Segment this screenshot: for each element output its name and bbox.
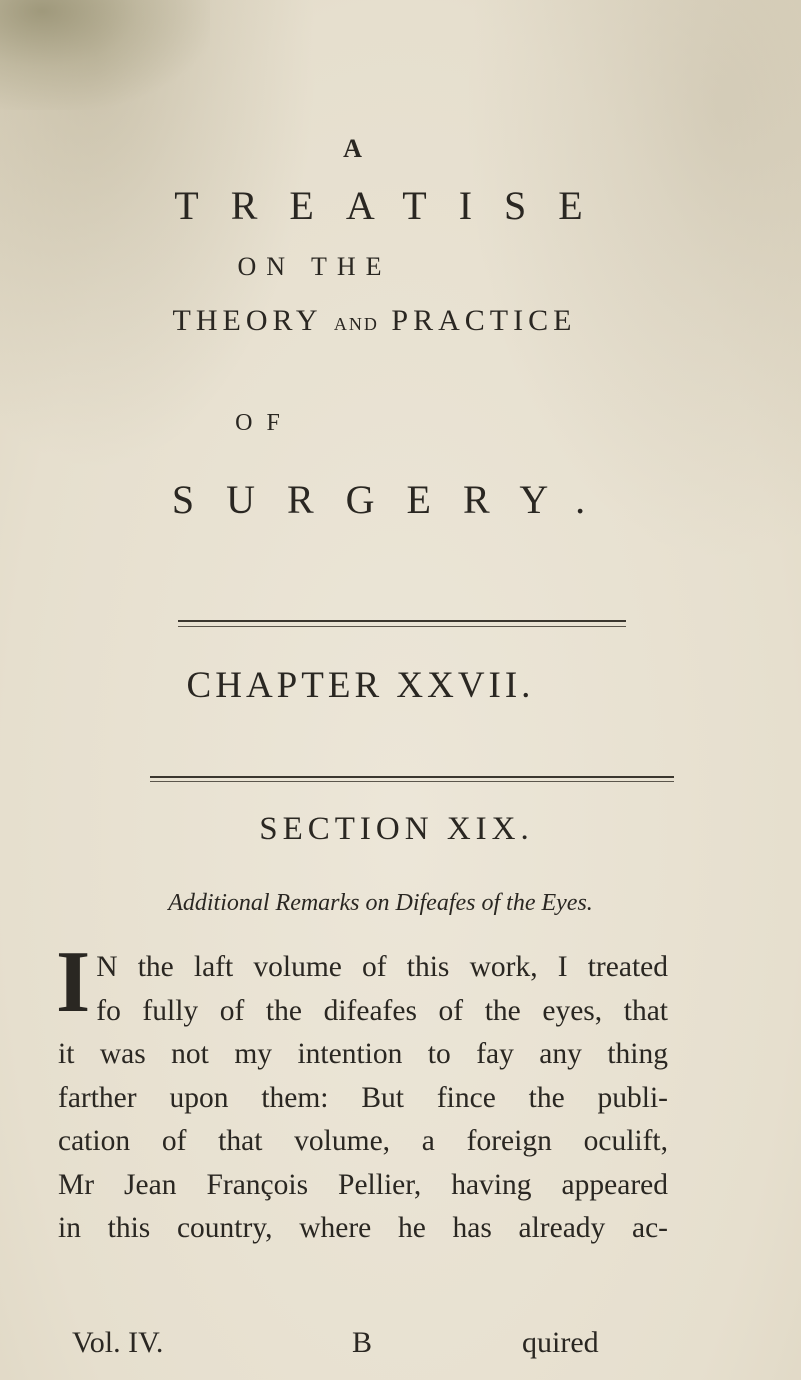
section-subtitle: Additional Remarks on Difeafes of the Eyes. bbox=[168, 890, 593, 916]
title-practice: PRACTICE bbox=[391, 304, 577, 337]
title-on-the: ON THE bbox=[237, 252, 392, 281]
double-rule-top bbox=[178, 620, 626, 622]
title-theory-and-practice bbox=[0, 304, 775, 338]
catchword: quired bbox=[522, 1326, 599, 1359]
body-line: Mr Jean François Pellier, having appeared bbox=[58, 1168, 668, 1201]
drop-cap: I bbox=[56, 934, 91, 1031]
section-heading: SECTION XIX. bbox=[259, 811, 534, 847]
title-and: AND bbox=[333, 314, 379, 334]
body-line: in this country, where he has already ac- bbox=[58, 1212, 668, 1244]
body-line: farther upon them: But fince the publi- bbox=[58, 1081, 668, 1114]
title-treatise: TREATISE bbox=[174, 183, 615, 228]
title-article: A bbox=[343, 134, 362, 163]
body-line: N the laft volume of this work, I treated bbox=[96, 951, 668, 983]
body-line: fo fully of the difeafes of the eyes, that bbox=[96, 994, 668, 1027]
body-line: it was not my intention to fay any thing bbox=[58, 1038, 668, 1070]
body-paragraph bbox=[56, 934, 668, 1251]
signature-mark: B bbox=[352, 1326, 373, 1359]
body-line: cation of that volume, a foreign oculift, bbox=[58, 1125, 668, 1157]
double-rule-bottom bbox=[150, 776, 674, 778]
volume-mark: Vol. IV. bbox=[72, 1326, 164, 1359]
double-rule-top-thin bbox=[178, 626, 626, 627]
double-rule-bottom-thin bbox=[150, 781, 674, 782]
title-surgery: SURGERY. bbox=[171, 477, 618, 522]
chapter-heading: CHAPTER XXVII. bbox=[186, 665, 535, 706]
title-of: OF bbox=[235, 410, 294, 436]
page-stain bbox=[0, 0, 210, 110]
title-theory: THEORY bbox=[172, 304, 322, 337]
